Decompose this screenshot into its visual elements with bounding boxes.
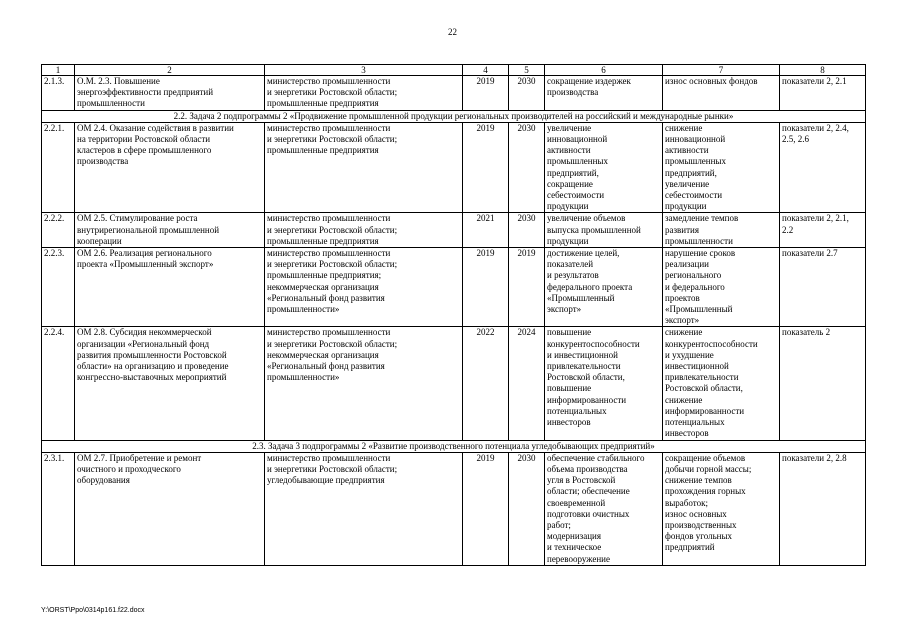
table-row	[42, 122, 866, 213]
non-implementation-consequences-line: инновационной	[665, 134, 726, 145]
non-implementation-consequences-line: производственных	[665, 519, 737, 530]
executor-line: и энергетики Ростовской области;	[267, 338, 398, 349]
related-indicators	[780, 76, 866, 111]
executor-line: угледобывающие предприятия	[267, 475, 385, 486]
non-implementation-consequences-line: предприятий,	[665, 167, 717, 178]
non-implementation-consequences-line: фондов угольных	[665, 531, 733, 542]
measure-name	[75, 122, 265, 213]
related-indicators	[780, 327, 866, 440]
expected-result-line: перевооружение	[547, 553, 610, 564]
row-number: 2.2.1.	[42, 122, 75, 213]
executor-line: промышленности»	[267, 372, 340, 383]
expected-result-line: модернизация	[547, 531, 601, 542]
executor-line: некоммерческая организация	[267, 349, 379, 360]
measure-name	[75, 248, 265, 327]
related-indicators-line: показатели 2, 2.8	[782, 452, 847, 463]
expected-result-line: привлекательности	[547, 361, 621, 372]
executor-line: и энергетики Ростовской области;	[267, 259, 398, 270]
non-implementation-consequences-line: и ухудшение	[665, 349, 714, 360]
expected-result-line: предприятий,	[547, 167, 599, 178]
column-number-cell: 5	[509, 65, 545, 76]
non-implementation-consequences	[663, 327, 780, 440]
expected-result	[545, 76, 663, 111]
column-number-cell: 3	[265, 65, 463, 76]
expected-result-line: себестоимости	[547, 190, 605, 201]
executor	[265, 248, 463, 327]
column-number-cell: 4	[463, 65, 509, 76]
page-number: 22	[448, 27, 457, 37]
expected-result-line: своевременной	[547, 497, 606, 508]
start-year: 2019	[463, 122, 509, 213]
non-implementation-consequences-line: проектов	[665, 292, 700, 303]
expected-result-line: конкурентоспособности	[547, 338, 640, 349]
non-implementation-consequences-line: нарушение сроков	[665, 248, 736, 259]
executor	[265, 76, 463, 111]
non-implementation-consequences-line: снижение	[665, 394, 703, 405]
executor-line: министерство промышленности	[267, 213, 391, 224]
executor-line: и энергетики Ростовской области;	[267, 87, 398, 98]
executor-line: промышленности»	[267, 304, 340, 315]
column-number-cell: 2	[75, 65, 265, 76]
executor-line: и энергетики Ростовской области;	[267, 134, 398, 145]
expected-result-line: федерального проекта	[547, 281, 633, 292]
section-title: 2.2. Задача 2 подпрограммы 2 «Продвижение промышленной продукции региональных производителей на российский и международные рынки»	[42, 110, 866, 122]
non-implementation-consequences-line: износ основных фондов	[665, 76, 758, 86]
measure-name-line: промышленности	[77, 98, 145, 109]
non-implementation-consequences	[663, 122, 780, 213]
end-year: 2024	[509, 327, 545, 440]
end-year: 2019	[509, 248, 545, 327]
start-year: 2019	[463, 248, 509, 327]
end-year: 2030	[509, 76, 545, 111]
related-indicators-line: 2.5, 2.6	[782, 134, 809, 145]
expected-result-line: объема производства	[547, 463, 628, 474]
non-implementation-consequences-line: реализации	[665, 259, 709, 270]
measure-name	[75, 76, 265, 111]
non-implementation-consequences-line: добычи горной массы;	[665, 463, 752, 474]
expected-result-line: экспорт»	[547, 304, 582, 315]
section-row	[42, 440, 866, 452]
expected-result-line: подготовки очистных	[547, 508, 630, 519]
related-indicators-line: показатели 2, 2.1	[782, 76, 847, 86]
expected-result-line: обеспечение стабильного	[547, 452, 645, 463]
non-implementation-consequences-line: замедление темпов	[665, 213, 739, 224]
non-implementation-consequences-line: потенциальных	[665, 417, 725, 428]
end-year: 2030	[509, 452, 545, 565]
non-implementation-consequences-line: снижение	[665, 327, 703, 338]
measure-name-line: на территории Ростовской области	[77, 134, 211, 145]
non-implementation-consequences-line: привлекательности	[665, 372, 739, 383]
expected-result-line: продукции	[547, 201, 589, 212]
executor-line: министерство промышленности	[267, 452, 391, 463]
expected-result-line: Ростовской области,	[547, 372, 625, 383]
executor-line: министерство промышленности	[267, 76, 391, 86]
non-implementation-consequences-line: конкурентоспособности	[665, 338, 758, 349]
start-year: 2021	[463, 213, 509, 248]
measure-name-line: развития промышленности Ростовской	[77, 349, 227, 360]
executor	[265, 213, 463, 248]
executor	[265, 452, 463, 565]
row-number: 2.2.2.	[42, 213, 75, 248]
non-implementation-consequences	[663, 452, 780, 565]
expected-result-line: продукции	[547, 235, 589, 246]
expected-result-line: сокращение издержек	[547, 76, 631, 86]
end-year: 2030	[509, 213, 545, 248]
measure-name-line: ОМ 2.4. Оказание содействия в развитии	[77, 122, 234, 133]
measure-name	[75, 452, 265, 565]
table-row	[42, 327, 866, 440]
related-indicators-line: показатели 2.7	[782, 248, 838, 259]
non-implementation-consequences-line: регионального	[665, 270, 722, 281]
executor-line: промышленные предприятия;	[267, 270, 382, 281]
non-implementation-consequences-line: промышленности	[665, 235, 733, 246]
measure-name	[75, 213, 265, 248]
non-implementation-consequences-line: информированности	[665, 405, 745, 416]
measure-name-line: ОМ 2.8. Субсидия некоммерческой	[77, 327, 212, 338]
expected-result-line: повышение	[547, 383, 592, 394]
expected-result-line: потенциальных	[547, 405, 607, 416]
non-implementation-consequences-line: промышленных	[665, 156, 726, 167]
expected-result-line: повышение	[547, 327, 592, 338]
related-indicators	[780, 248, 866, 327]
non-implementation-consequences	[663, 76, 780, 111]
table-row	[42, 452, 866, 565]
non-implementation-consequences-line: активности	[665, 145, 709, 156]
executor-line: «Региональный фонд развития	[267, 292, 385, 303]
non-implementation-consequences-line: прохождения горных	[665, 486, 746, 497]
non-implementation-consequences-line: экспорт»	[665, 315, 700, 326]
expected-result-line: угля в Ростовской	[547, 475, 616, 486]
measure-name-line: кластеров в сфере промышленного	[77, 145, 212, 156]
non-implementation-consequences-line: и федерального	[665, 281, 725, 292]
measure-name-line: кооперации	[77, 235, 122, 246]
expected-result-line: области; обеспечение	[547, 486, 630, 497]
expected-result-line: показателей	[547, 259, 594, 270]
non-implementation-consequences-line: себестоимости	[665, 190, 723, 201]
expected-result-line: увеличение	[547, 122, 592, 133]
related-indicators-line: показатели 2, 2.1,	[782, 213, 849, 224]
measure-name-line: ОМ 2.7. Приобретение и ремонт	[77, 452, 202, 463]
column-number-row	[42, 65, 866, 76]
measure-name-line: очистного и проходческого	[77, 463, 181, 474]
start-year: 2022	[463, 327, 509, 440]
expected-result-line: и инвестиционной	[547, 349, 618, 360]
measure-name-line: области» на организацию и проведение	[77, 361, 229, 372]
measure-name-line: внутрирегиональной промышленной	[77, 224, 220, 235]
executor-line: «Региональный фонд развития	[267, 361, 385, 372]
row-number: 2.1.3.	[42, 76, 75, 111]
file-path-footer: Y:\ORST\Ppo\0314p161.f22.docx	[41, 607, 145, 614]
related-indicators	[780, 452, 866, 565]
related-indicators-line: показатель 2	[782, 327, 831, 338]
expected-result-line: инвесторов	[547, 417, 591, 428]
column-number-cell: 8	[780, 65, 866, 76]
expected-result-line: выпуска промышленной	[547, 224, 641, 235]
executor-line: промышленные предприятия	[267, 235, 379, 246]
executor-line: министерство промышленности	[267, 122, 391, 133]
row-number: 2.3.1.	[42, 452, 75, 565]
measures-table	[41, 64, 866, 566]
non-implementation-consequences-line: выработок;	[665, 497, 708, 508]
non-implementation-consequences-line: развития	[665, 224, 700, 235]
expected-result-line: активности	[547, 145, 591, 156]
non-implementation-consequences-line: сокращение объемов	[665, 452, 746, 463]
expected-result-line: информированности	[547, 394, 627, 405]
column-number-cell: 1	[42, 65, 75, 76]
table-row	[42, 248, 866, 327]
row-number: 2.2.4.	[42, 327, 75, 440]
non-implementation-consequences-line: продукции	[665, 201, 707, 212]
non-implementation-consequences-line: увеличение	[665, 178, 710, 189]
start-year: 2019	[463, 76, 509, 111]
expected-result	[545, 327, 663, 440]
non-implementation-consequences	[663, 213, 780, 248]
non-implementation-consequences-line: «Промышленный	[665, 304, 733, 315]
end-year: 2030	[509, 122, 545, 213]
start-year: 2019	[463, 452, 509, 565]
expected-result	[545, 248, 663, 327]
measure-name	[75, 327, 265, 440]
expected-result	[545, 452, 663, 565]
measure-name-line: организации «Региональный фонд	[77, 338, 210, 349]
executor-line: промышленные предприятия	[267, 145, 379, 156]
executor-line: некоммерческая организация	[267, 281, 379, 292]
executor-line: и энергетики Ростовской области;	[267, 224, 398, 235]
expected-result-line: и результатов	[547, 270, 599, 281]
non-implementation-consequences-line: снижение	[665, 122, 703, 133]
executor	[265, 122, 463, 213]
table-body	[42, 65, 866, 566]
non-implementation-consequences-line: снижение темпов	[665, 475, 732, 486]
executor-line: и энергетики Ростовской области;	[267, 463, 398, 474]
section-row	[42, 110, 866, 122]
expected-result	[545, 213, 663, 248]
measure-name-line: проекта «Промышленный экспорт»	[77, 259, 214, 270]
expected-result-line: промышленных	[547, 156, 608, 167]
related-indicators	[780, 213, 866, 248]
related-indicators-line: показатели 2, 2.4,	[782, 122, 849, 133]
expected-result-line: работ;	[547, 519, 571, 530]
related-indicators	[780, 122, 866, 213]
non-implementation-consequences-line: Ростовской области,	[665, 383, 743, 394]
expected-result-line: увеличение объемов	[547, 213, 626, 224]
section-title: 2.3. Задача 3 подпрограммы 2 «Развитие производственного потенциала угледобывающих предприятий»	[42, 440, 866, 452]
related-indicators-line: 2.2	[782, 224, 794, 235]
row-number: 2.2.3.	[42, 248, 75, 327]
executor-line: министерство промышленности	[267, 327, 391, 338]
non-implementation-consequences-line: износ основных	[665, 508, 727, 519]
executor-line: промышленные предприятия	[267, 98, 379, 109]
expected-result-line: сокращение	[547, 178, 593, 189]
expected-result	[545, 122, 663, 213]
non-implementation-consequences-line: предприятий	[665, 542, 715, 553]
measure-name-line: ОМ 2.5. Стимулирование роста	[77, 213, 198, 224]
measure-name-line: оборудования	[77, 475, 130, 486]
expected-result-line: инновационной	[547, 134, 608, 145]
non-implementation-consequences-line: инвесторов	[665, 428, 709, 439]
column-number-cell: 7	[663, 65, 780, 76]
measure-name-line: энергоэффективности предприятий	[77, 87, 214, 98]
executor-line: министерство промышленности	[267, 248, 391, 259]
non-implementation-consequences-line: инвестиционной	[665, 361, 729, 372]
table-row	[42, 76, 866, 111]
measure-name-line: ОМ 2.6. Реализация регионального	[77, 248, 212, 259]
expected-result-line: производства	[547, 87, 599, 98]
measure-name-line: О.М. 2.3. Повышение	[77, 76, 160, 86]
expected-result-line: и техническое	[547, 542, 602, 553]
executor	[265, 327, 463, 440]
measure-name-line: производства	[77, 156, 129, 167]
column-number-cell: 6	[545, 65, 663, 76]
expected-result-line: «Промышленный	[547, 292, 615, 303]
expected-result-line: достижение целей,	[547, 248, 620, 259]
measure-name-line: конгрессно-выставочных мероприятий	[77, 372, 227, 383]
table-row	[42, 213, 866, 248]
non-implementation-consequences	[663, 248, 780, 327]
